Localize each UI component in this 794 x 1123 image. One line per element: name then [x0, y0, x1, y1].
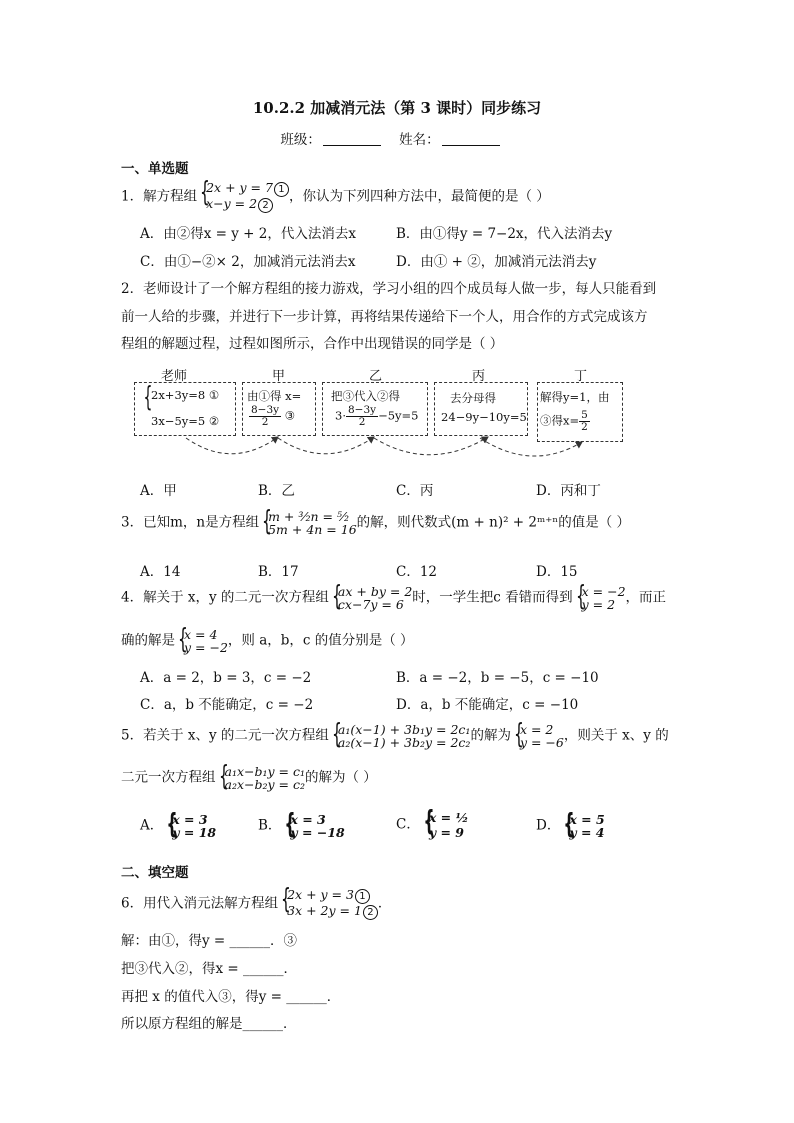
ding-step-1: 解得y=1，由	[540, 390, 610, 404]
q4-prefix: 4．解关于 x，y 的二元一次方程组	[121, 589, 329, 606]
ding-denominator: 2	[581, 421, 588, 433]
section-heading-fill-blank: 二、填空题	[121, 865, 189, 881]
q2-option-b[interactable]: B．乙	[258, 483, 295, 499]
q5-eq2: a₂(x−1) + 3b₂y = 2c₂	[337, 735, 471, 750]
q5-given-y: y = −6	[519, 735, 564, 750]
q5-line2-suffix: 的解为（ ）	[305, 769, 377, 786]
question-5-line-1	[121, 717, 669, 750]
yi-tail: −5y=5	[378, 408, 419, 423]
question-3	[121, 504, 631, 537]
q4-wrong-x: x = −2	[581, 584, 626, 599]
q1-system: { 2x + y = 7 1 x−y = 2 2	[197, 181, 289, 213]
q6-system: { 2x + y = 3 1 3x + 2y = 1 2	[278, 888, 378, 920]
q5-option-d-system: { x = 5 y = 4	[563, 807, 605, 840]
q5-new-eq1: a₁x−b₁y = c₁	[224, 764, 305, 779]
relay-header-jia: 甲	[272, 369, 286, 384]
question-6	[121, 882, 392, 920]
q2-line-1: 2．老师设计了一个解方程组的接力游戏，学习小组的四个成员每人做一步，每人只能看到	[121, 281, 657, 297]
q4-eq1: ax + by = 2	[337, 584, 413, 599]
arrow-bing-to-ding	[480, 438, 582, 456]
circle-2-icon: 2	[363, 905, 378, 920]
name-label: 姓名：	[399, 132, 440, 148]
q5-given-x: x = 2	[519, 722, 554, 737]
q5-option-b-system: { x = 3 y = −18	[284, 807, 345, 840]
q4-mid: 时，一学生把c 看错而得到	[412, 589, 573, 606]
q1-prefix: 1．解方程组	[121, 188, 198, 205]
q5-option-b-x: x = 3	[290, 812, 326, 827]
q5-given-solution: { x = 2 y = −6	[513, 717, 564, 750]
q5-option-d-label: D．	[536, 817, 561, 834]
q3-prefix: 3．已知m，n是方程组	[121, 514, 260, 531]
bing-step-1: 去分母得	[450, 391, 496, 405]
jia-tail: ③	[284, 408, 296, 423]
jia-numerator: 8−3y	[251, 404, 280, 416]
q6-step-2[interactable]: 把③代入②，得x = ______．	[121, 961, 298, 977]
q5-eq1: a₁(x−1) + 3b₁y = 2c₁	[337, 722, 471, 737]
jia-denominator: 2	[261, 416, 269, 428]
page-title: 10.2.2 加减消元法（第 3 课时）同步练习	[252, 99, 542, 117]
q5-option-a-x: x = 3	[172, 812, 208, 827]
q4-eq2: cx−7y = 6	[337, 597, 404, 612]
yi-numerator: 8−3y	[347, 404, 377, 416]
q3-option-b[interactable]: B．17	[258, 564, 299, 580]
q5-prefix: 5．若关于 x、y 的二元一次方程组	[121, 727, 329, 744]
jia-step-1: 由①得 x=	[247, 389, 302, 403]
q5-option-d-x: x = 5	[569, 812, 605, 827]
question-4-line-2	[121, 622, 414, 655]
question-5-line-2	[121, 759, 377, 792]
ding-numerator: 5	[581, 409, 588, 421]
q5-option-c-label: C．	[396, 816, 420, 833]
q2-option-d[interactable]: D．丙和丁	[536, 483, 601, 499]
q4-option-a[interactable]: A．a = 2，b = 3，c = −2	[140, 670, 312, 686]
q2-option-a[interactable]: A．甲	[140, 483, 177, 499]
q5-option-c-system: { x = ½ y = 9	[423, 804, 469, 840]
q5-option-b[interactable]	[258, 807, 345, 840]
q3-option-d[interactable]: D．15	[536, 564, 578, 580]
yi-denominator: 2	[358, 416, 366, 428]
q6-step-1[interactable]: 解：由①，得y = ______．③	[121, 933, 298, 949]
relay-header-yi: 乙	[369, 369, 383, 384]
q4-option-b[interactable]: B．a = −2，b = −5，c = −10	[396, 670, 599, 686]
q6-step-3[interactable]: 再把 x 的值代入③，得y = ______．	[121, 989, 341, 1005]
q5-system: { a₁(x−1) + 3b₁y = 2c₁ a₂(x−1) + 3b₂y = 2c₂	[331, 717, 471, 750]
q5-option-d[interactable]	[536, 807, 605, 840]
q5-tail: ，则关于 x、y 的	[563, 727, 669, 744]
q3-eq1: m + ³⁄₂n = ⁵⁄₂	[268, 509, 350, 524]
yi-prefix: 3·	[335, 408, 346, 423]
q6-step-4[interactable]: 所以原方程组的解是______．	[121, 1016, 297, 1032]
q5-option-a-y: y = 18	[172, 825, 217, 840]
q6-prefix: 6．用代入消元法解方程组	[121, 895, 279, 912]
q3-option-c[interactable]: C．12	[396, 564, 438, 580]
teacher-eq1: 2x+3y=8 ①	[151, 388, 220, 402]
q1-option-c[interactable]: C．由①−②× 2，加减消元法消去x	[140, 254, 356, 270]
q1-option-a[interactable]: A．由②得x = y + 2，代入法消去x	[140, 226, 356, 242]
q5-option-a-system: { x = 3 y = 18	[166, 807, 217, 840]
relay-header-teacher: 老师	[161, 369, 188, 384]
q1-eq1: 2x + y = 7	[206, 180, 273, 195]
ding-prefix: ③得x=	[540, 413, 580, 428]
q4-line2-suffix: ，则 a，b，c 的值分别是（ ）	[227, 632, 414, 649]
q4-tail: ，而正	[625, 589, 667, 606]
q5-option-b-label: B．	[258, 817, 282, 834]
q4-wrong-y: y = 2	[581, 597, 616, 612]
q5-new-system: { a₁x−b₁y = c₁ a₂x−b₂y = c₂	[218, 759, 305, 792]
circle-2-icon: 2	[258, 198, 273, 213]
q5-line2-prefix: 二元一次方程组	[121, 769, 216, 786]
section-heading-single-choice: 一、单选题	[121, 161, 189, 177]
yi-step-1: 把③代入②得	[331, 389, 400, 403]
arrow-jia-to-yi	[278, 437, 374, 454]
q5-new-eq2: a₂x−b₂y = c₂	[224, 777, 305, 792]
question-4-line-1	[121, 579, 667, 612]
arrow-yi-to-bing	[374, 437, 488, 455]
q6-suffix: ．	[377, 895, 392, 912]
teacher-eq2: 3x−5y=5 ②	[151, 414, 220, 428]
q1-option-b[interactable]: B．由①得y = 7−2x，代入法消去y	[396, 226, 613, 242]
q4-right-x: x = 4	[184, 627, 218, 642]
circle-1-icon: 1	[274, 182, 289, 197]
q4-right-solution: { x = 4 y = −2	[178, 622, 228, 655]
q2-line-2: 前一人给的步骤，并进行下一步计算，再将结果传递给下一个人，用合作的方式完成该方	[121, 309, 648, 325]
arrow-teacher-to-jia	[186, 437, 278, 454]
q5-option-b-y: y = −18	[290, 825, 345, 840]
q5-option-a[interactable]	[140, 807, 217, 840]
q3-system: { m + ³⁄₂n = ⁵⁄₂ 5m + 4n = 16	[262, 504, 357, 537]
q5-option-a-label: A．	[140, 817, 164, 834]
relay-header-bing: 丙	[472, 369, 486, 384]
q4-system: { ax + by = 2 cx−7y = 6	[331, 579, 413, 612]
q2-option-c[interactable]: C．丙	[396, 483, 434, 499]
q4-option-c[interactable]: C．a，b 不能确定，c = −2	[140, 697, 314, 713]
q4-option-d[interactable]: D．a，b 不能确定，c = −10	[396, 697, 579, 713]
q1-eq2: x−y = 2	[206, 196, 258, 211]
q3-suffix: 的解，则代数式(m + n)² + 2ᵐ⁺ⁿ的值是（ ）	[356, 514, 631, 531]
class-label: 班级：	[280, 132, 321, 148]
circle-1-icon: 1	[355, 889, 370, 904]
q5-mid: 的解为	[470, 727, 511, 744]
q5-option-c[interactable]	[396, 804, 469, 840]
q5-option-c-x: x = ½	[428, 810, 469, 825]
q3-eq2: 5m + 4n = 16	[268, 522, 357, 537]
q6-eq1: 2x + y = 3	[287, 887, 354, 902]
q4-right-y: y = −2	[184, 640, 228, 655]
q2-line-3: 程组的解题过程，过程如图所示，合作中出现错误的同学是（ ）	[121, 336, 504, 352]
teacher-brace: {	[143, 380, 153, 413]
q4-wrong-solution: { x = −2 y = 2	[575, 579, 626, 612]
q1-option-d[interactable]: D．由① + ②，加减消元法消去y	[396, 254, 597, 270]
q4-line2-prefix: 确的解是	[121, 632, 175, 649]
bing-step-2: 24−9y−10y=5	[441, 410, 527, 424]
q3-option-a[interactable]: A．14	[140, 564, 181, 580]
q1-suffix: ，你认为下列四种方法中，最简便的是（ ）	[288, 188, 550, 205]
relay-header-ding: 丁	[574, 369, 588, 384]
q5-option-d-y: y = 4	[569, 825, 605, 840]
q5-option-c-y: y = 9	[428, 825, 464, 840]
q6-eq2: 3x + 2y = 1	[287, 903, 362, 918]
